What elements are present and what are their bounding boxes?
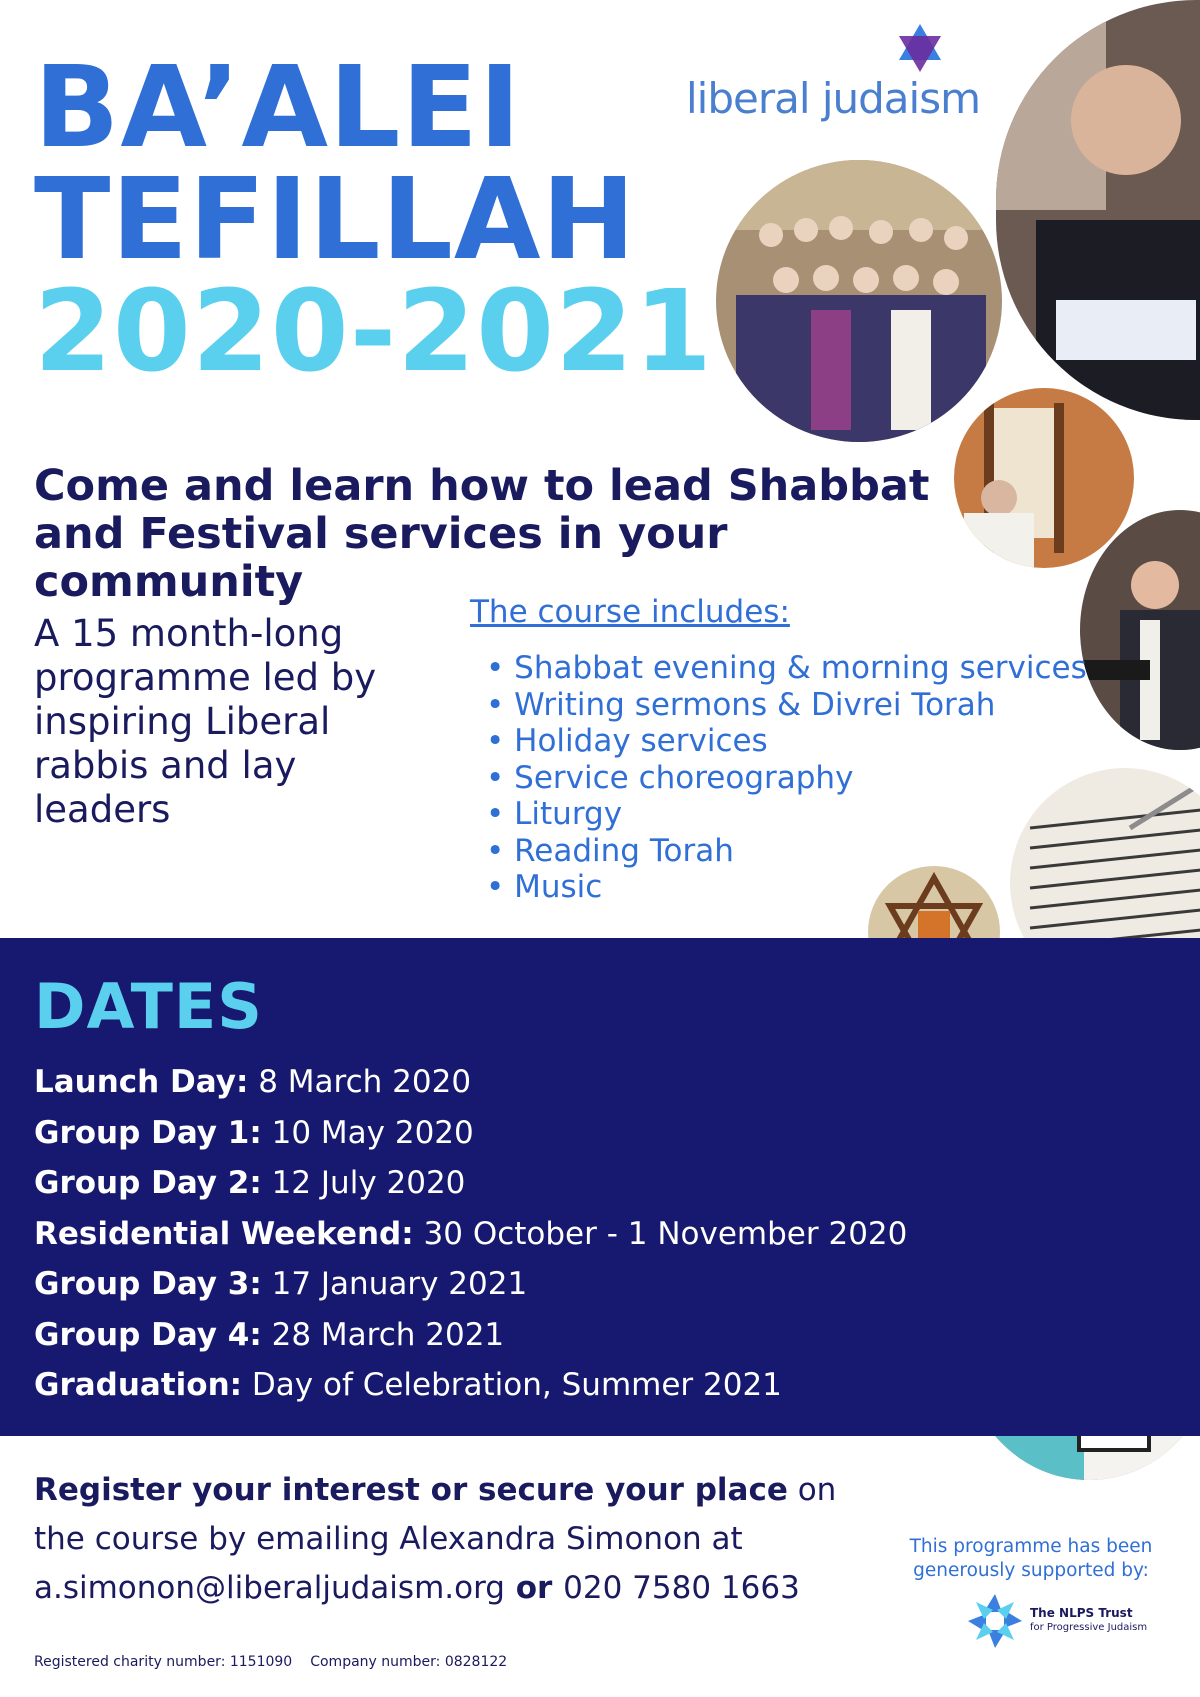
list-item: • Liturgy	[486, 796, 1087, 833]
charity-number: Registered charity number: 1151090	[34, 1654, 293, 1670]
date-label: Residential Weekend:	[34, 1215, 414, 1252]
date-item	[34, 1360, 907, 1411]
date-value: 10 May 2020	[271, 1114, 474, 1151]
register-or: or	[504, 1570, 564, 1606]
title-line-1: BA’ALEI	[34, 43, 522, 173]
register-body: on the course by emailing Alexandra Simonon at	[34, 1472, 837, 1557]
list-item: • Holiday services	[486, 723, 1087, 760]
list-item: • Service choreography	[486, 760, 1087, 797]
list-item: • Shabbat evening & morning services	[486, 650, 1087, 687]
date-value: 12 July 2020	[271, 1165, 466, 1201]
date-label: Group Day 4:	[34, 1316, 262, 1353]
course-includes-list	[486, 650, 1087, 906]
star-of-david-icon	[894, 22, 946, 74]
register-text	[34, 1466, 854, 1613]
date-label: Group Day 3:	[34, 1266, 262, 1302]
title-line-3: 2020-2021	[34, 267, 713, 397]
date-label: Launch Day:	[34, 1064, 249, 1100]
logo-text: liberal judaism	[686, 74, 981, 123]
support-text: This programme has been generously supported by:	[909, 1536, 1153, 1581]
date-item	[34, 1310, 907, 1361]
nlps-trust-logo	[966, 1592, 1166, 1652]
photo-torah-scroll	[954, 388, 1134, 568]
photo-rabbi-reading	[996, 0, 1200, 420]
date-item	[34, 1259, 907, 1310]
register-bold: Register your interest or secure your place	[34, 1472, 788, 1508]
nlps-star-icon	[966, 1592, 1024, 1650]
dates-heading: DATES	[34, 970, 263, 1043]
list-item: • Writing sermons & Divrei Torah	[486, 687, 1087, 724]
headline: Come and learn how to lead Shabbat and Festival services in your community	[34, 461, 930, 607]
dates-list	[34, 1057, 907, 1411]
date-item	[34, 1158, 907, 1209]
date-value: 30 October - 1 November 2020	[423, 1215, 908, 1252]
intro-text: A 15 month-long programme led by inspiring Liberal rabbis and lay leaders	[34, 612, 377, 831]
date-value: Day of Celebration, Summer 2021	[251, 1367, 782, 1403]
date-label: Group Day 2:	[34, 1165, 262, 1201]
date-value: 8 March 2020	[258, 1064, 472, 1100]
date-item	[34, 1209, 907, 1260]
title-line-2: TEFILLAH	[34, 155, 637, 285]
page-title	[34, 43, 713, 397]
list-item: • Music	[486, 869, 1087, 906]
footer	[34, 1654, 507, 1670]
date-item	[34, 1057, 907, 1108]
phone-number[interactable]: 020 7580 1663	[563, 1570, 800, 1606]
photo-group	[716, 160, 1002, 442]
course-includes-heading: The course includes:	[470, 594, 790, 630]
date-label: Group Day 1:	[34, 1114, 262, 1151]
liberal-judaism-logo	[686, 22, 986, 132]
nlps-name: The NLPS Trust	[1030, 1606, 1133, 1620]
company-number: Company number: 0828122	[310, 1654, 508, 1670]
date-value: 17 January 2021	[271, 1266, 528, 1302]
list-item: • Reading Torah	[486, 833, 1087, 870]
date-label: Graduation:	[34, 1367, 243, 1403]
date-value: 28 March 2021	[271, 1316, 505, 1353]
email-link[interactable]: a.simonon@liberaljudaism.org	[34, 1570, 505, 1606]
date-item	[34, 1108, 907, 1159]
nlps-subtitle: for Progressive Judaism	[1030, 1622, 1148, 1633]
